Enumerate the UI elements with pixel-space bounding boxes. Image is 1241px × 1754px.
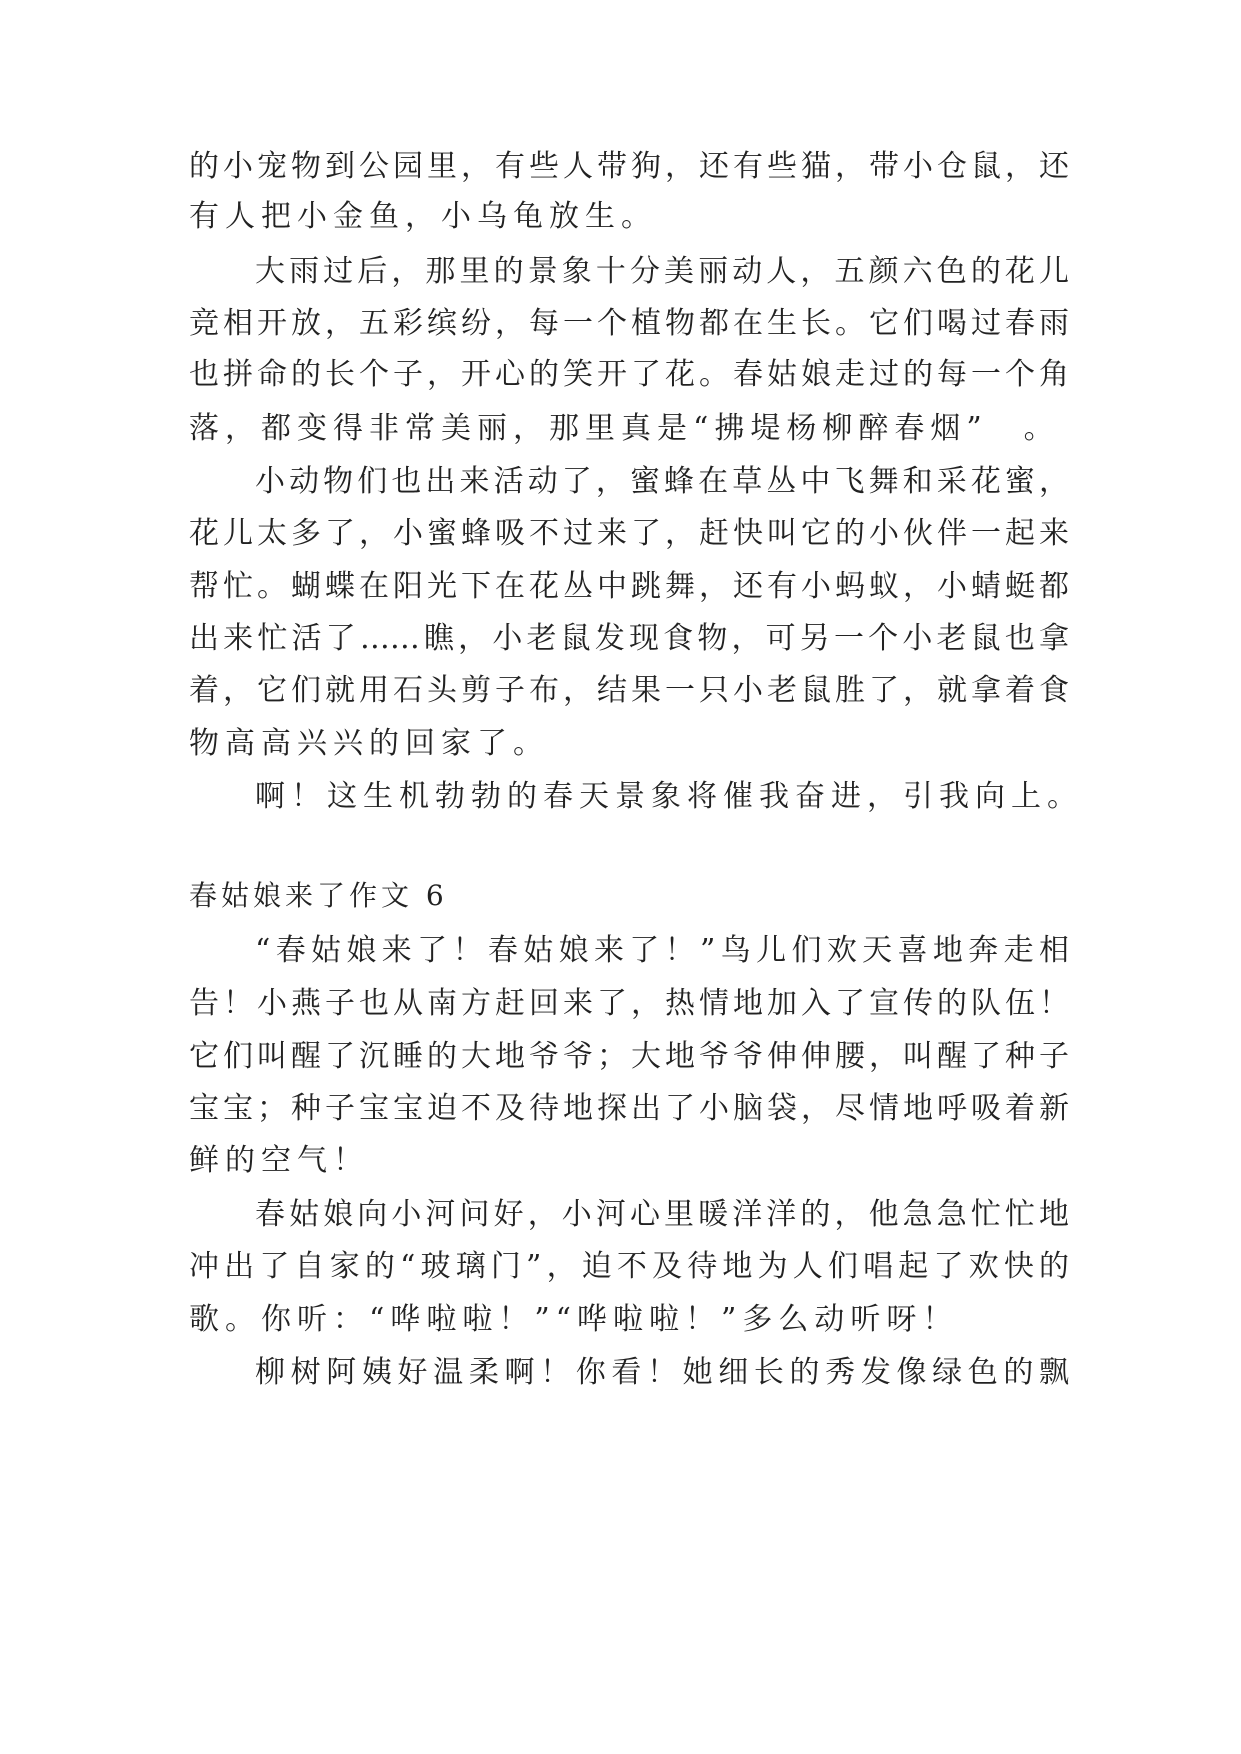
text-line: 冲出了自家的“玻璃门”，迫不及待地为人们唱起了欢快的 [189, 1249, 1069, 1284]
text-line: “春姑娘来了！春姑娘来了！”鸟儿们欢天喜地奔走相 [255, 933, 1069, 968]
text-line: 啊！这生机勃勃的春天景象将催我奋进，引我向上。 [255, 779, 1083, 814]
text-line: 也拼命的长个子，开心的笑开了花。春姑娘走过的每一个角 [189, 357, 1069, 392]
text-line: 出来忙活了……瞧，小老鼠发现食物，可另一个小老鼠也拿 [189, 621, 1069, 656]
text-line: 的小宠物到公园里，有些人带狗，还有些猫，带小仓鼠，还 [189, 149, 1069, 184]
text-line: 帮忙。蝴蝶在阳光下在花丛中跳舞，还有小蚂蚁，小蜻蜓都 [189, 569, 1069, 604]
text-line: 花儿太多了，小蜜蜂吸不过来了，赶快叫它的小伙伴一起来 [189, 516, 1069, 551]
text-line: 小动物们也出来活动了，蜜蜂在草丛中飞舞和采花蜜， [255, 464, 1069, 499]
text-line: 鲜的空气！ [189, 1143, 369, 1178]
text-line: 宝宝；种子宝宝迫不及待地探出了小脑袋，尽情地呼吸着新 [189, 1091, 1069, 1126]
text-line: 落，都变得非常美丽，那里真是“拂堤杨柳醉春烟” 。 [189, 411, 1060, 446]
section-heading: 春姑娘来了作文 6 [189, 879, 448, 912]
text-line: 有人把小金鱼，小乌龟放生。 [189, 199, 657, 234]
text-line: 着，它们就用石头剪子布，结果一只小老鼠胜了，就拿着食 [189, 673, 1069, 708]
text-line: 大雨过后，那里的景象十分美丽动人，五颜六色的花儿 [255, 254, 1069, 289]
text-line: 春姑娘向小河问好，小河心里暖洋洋的，他急急忙忙地 [255, 1197, 1069, 1232]
text-line: 它们叫醒了沉睡的大地爷爷；大地爷爷伸伸腰，叫醒了种子 [189, 1039, 1069, 1074]
text-line: 柳树阿姨好温柔啊！你看！她细长的秀发像绿色的飘 [255, 1355, 1069, 1390]
text-line: 告！小燕子也从南方赶回来了，热情地加入了宣传的队伍！ [189, 986, 1069, 1021]
text-line: 歌。你听：“哗啦啦！”“哗啦啦！”多么动听呀！ [189, 1302, 959, 1337]
text-line: 物高高兴兴的回家了。 [189, 726, 549, 761]
text-line: 竞相开放，五彩缤纷，每一个植物都在生长。它们喝过春雨 [189, 306, 1069, 341]
